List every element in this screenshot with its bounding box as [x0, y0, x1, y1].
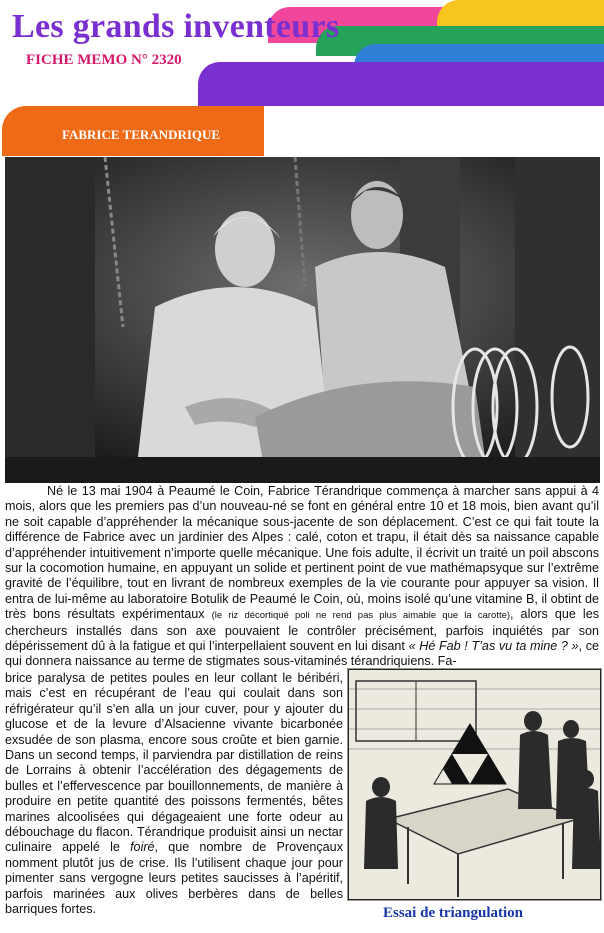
- triangulation-engraving-icon: [348, 669, 601, 900]
- article-text-1a: Né le 13 mai 1904 à Peaumé le Coin, Fabrice Térandrique commença à marcher sans appui à 4 mois, alors que les premiers pas d’un nouveau-né se font en général entre 10 et 18 mois, bien avant qu’il ne soit capable d’appréhender la mécanique sous-jacente de son déplacement. C’est ce qui fait toute la différence de Fabrice avec un jardinier des Alpes : calé, coton et trapu, il était dès sa naissance capable d’appréhender intuitivement n’importe quelle mécanique. Une fois adulte, il écrivit un traité un poil abscons sur la cocomotion humaine, en appuyant un solide et pertinent point de vue mathémapsyque sur l’extrême gravité de l’équilibre, tout en livrant de nombreux exemples de la vie courante pour appuyer sa vision. Il entra de lui-même au laboratoire Botulik de Peaumé le Coin, où, moins isolé qu’une vitamine B, il obtint de très bons résultats expérimentaux: [5, 484, 599, 622]
- laboratory-photo-icon: [5, 157, 600, 483]
- article-paragraph-1: [5, 484, 599, 670]
- article-text-1b: , alors que les chercheurs installés dans son axe pouvaient le contrôler précisément, parfois inquiétés par son dépérissement dû à la fatigue et qui l’interpellaient souvent en lui disant: [5, 607, 599, 654]
- article-emphasis: foiré: [130, 840, 155, 855]
- inventor-name: FABRICE TERANDRIQUE: [62, 127, 221, 142]
- article-aside: (le riz décortiqué poli ne rend pas plus aimable que la carotte): [211, 610, 511, 622]
- laboratory-photo: [5, 157, 600, 483]
- article-text-1c: , ce qui donnera naissance au terme de stigmates sous-vitaminés térandriquiens. Fa-: [5, 639, 600, 669]
- header-band-purple: [198, 62, 604, 106]
- triangulation-engraving: [347, 668, 602, 901]
- article-paragraph-2: [5, 671, 343, 918]
- header-band-yellow: [437, 0, 604, 26]
- article-quote: « Hé Fab ! T’as vu ta mine ? »: [408, 639, 579, 654]
- article-text-2b: , que nombre de Provençaux nomment plutôt jus de crise. Ils l’utilisent chaque jour pour pimenter sans vergogne leurs petites saucisses à l’apéritif, parfois marinées aux olives berbères dans de belles barriques fortes.: [5, 840, 343, 917]
- illustration-caption: Essai de triangulation: [383, 905, 524, 921]
- article-text-2a: brice paralysa de petites poules en leur collant le béribéri, mais c’est en récupérant de l’eau qui coulait dans son réfrigérateur qu’il s’en alla un jour cuver, pour y ajouter du glucose et de la levure d’Alsacienne vivante bicarbonée exsudée de son plasma, encore sous croûte et bien garnie. Dans un second temps, il parviendra par distillation de reins de Lorrains à obtenir l’accélération des dégagements de bulles et l’effervescence par bouillonnements, de manière à produire en petite quantité des poissons fermentés, bêtes marines alcoolisées qui dégageaient une forte odeur au débouchage du flacon. Térandrique produisit ainsi un nectar culinaire appelé le: [5, 671, 343, 855]
- fiche-number: FICHE MEMO N° 2320: [26, 52, 182, 68]
- page-title: Les grands inventeurs: [12, 8, 340, 45]
